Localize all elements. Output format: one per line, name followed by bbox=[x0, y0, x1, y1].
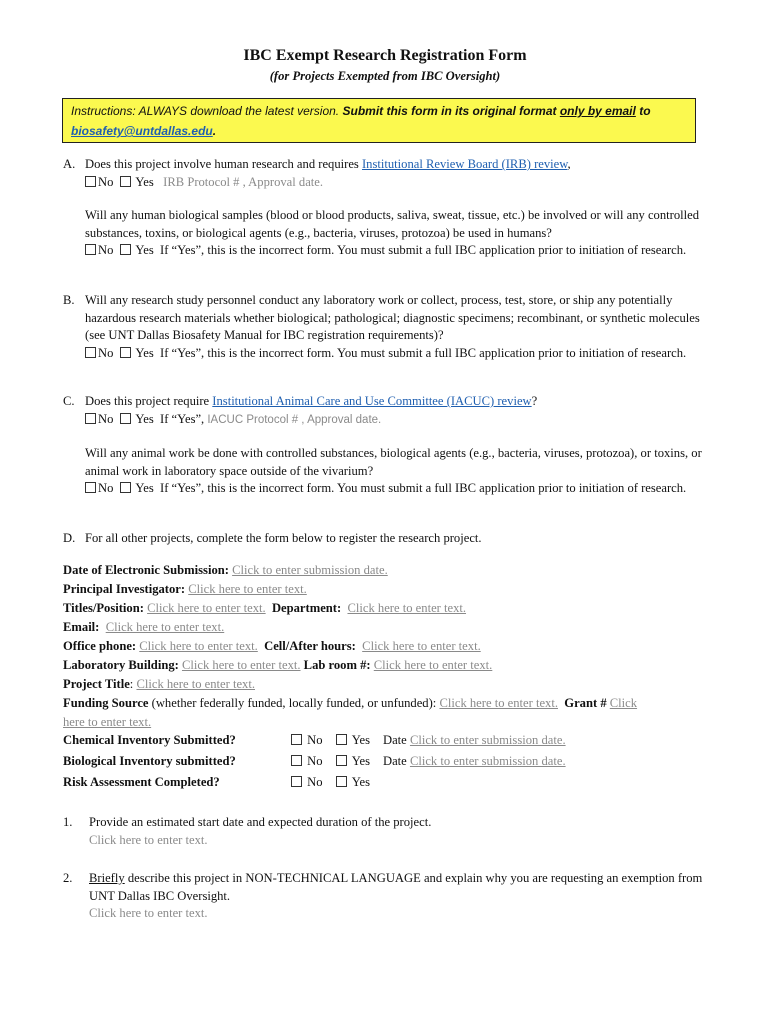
iacuc-protocol-field[interactable]: IACUC Protocol # , Approval date. bbox=[207, 413, 382, 426]
biological-date-field[interactable]: Click to enter submission date. bbox=[409, 754, 566, 768]
lab-room-field[interactable]: Click here to enter text. bbox=[373, 658, 493, 672]
section-d-text: For all other projects, complete the form below to register the research project. bbox=[85, 531, 482, 545]
section-c-label: C. bbox=[63, 394, 75, 408]
project-title-label: Project Title bbox=[63, 677, 130, 691]
biological-inventory-yes-checkbox[interactable] bbox=[336, 755, 347, 766]
section-b-answer: If “Yes”, this is the incorrect form. You must submit a full IBC application prior to initiation of research. bbox=[160, 345, 687, 360]
instructions-bold-2: to bbox=[635, 104, 651, 118]
chemical-date-label: Date bbox=[383, 733, 407, 747]
iacuc-no-checkbox[interactable] bbox=[85, 413, 96, 424]
title-position-field[interactable]: Click here to enter text. bbox=[147, 601, 266, 615]
section-d-label: D. bbox=[63, 531, 76, 545]
section-a-q1-post: , bbox=[567, 157, 571, 171]
section-c-q1-post: ? bbox=[531, 394, 538, 408]
question-2-briefly: Briefly bbox=[89, 871, 125, 885]
section-c-answer: If “Yes”, this is the incorrect form. You must submit a full IBC application prior to initiation of research. bbox=[160, 481, 687, 495]
iacuc-review-link[interactable]: Institutional Animal Care and Use Committee (IACUC) review bbox=[212, 394, 532, 408]
email-field[interactable]: Click here to enter text. bbox=[105, 620, 225, 634]
hazardous-yes-label: Yes bbox=[135, 345, 154, 360]
chemical-no-label: No bbox=[307, 733, 323, 747]
question-2-number: 2. bbox=[63, 871, 73, 885]
biological-inventory-no-checkbox[interactable] bbox=[291, 755, 302, 766]
hazardous-no-label: No bbox=[98, 345, 114, 360]
funding-source-note: (whether federally funded, locally funded, or unfunded): bbox=[148, 696, 440, 710]
biological-no-label: No bbox=[307, 754, 323, 768]
irb-yes-checkbox[interactable] bbox=[120, 176, 131, 187]
iacuc-yes-label: Yes bbox=[135, 411, 154, 426]
iacuc-yes-checkbox[interactable] bbox=[120, 413, 131, 424]
chemical-date-field[interactable]: Click to enter submission date. bbox=[409, 733, 566, 747]
department-label: Department: bbox=[271, 601, 342, 615]
hazardous-no-checkbox[interactable] bbox=[85, 347, 96, 358]
risk-no-label: No bbox=[307, 775, 323, 789]
instructions-prefix: Instructions: ALWAYS download the latest version. bbox=[71, 104, 343, 118]
project-title-colon: : bbox=[129, 677, 134, 691]
lab-room-label: Lab room #: bbox=[303, 658, 371, 672]
animal-work-no-label: No bbox=[98, 481, 114, 495]
email-label: Email: bbox=[63, 620, 100, 634]
grant-field-continued[interactable]: here to enter text. bbox=[63, 715, 152, 729]
risk-assessment-no-checkbox[interactable] bbox=[291, 776, 302, 787]
chemical-inventory-label: Chemical Inventory Submitted? bbox=[63, 733, 236, 747]
submission-date-label: Date of Electronic Submission: bbox=[63, 563, 229, 577]
pi-field[interactable]: Click here to enter text. bbox=[188, 582, 307, 596]
section-a-q2-answer: If “Yes”, this is the incorrect form. You must submit a full IBC application prior to initiation of research. bbox=[160, 243, 687, 257]
irb-yes-label: Yes bbox=[135, 174, 154, 189]
human-samples-no-label: No bbox=[98, 243, 114, 257]
section-c-q1-text: Does this project require bbox=[85, 394, 213, 408]
section-b-q1-text: Will any research study personnel conduct any laboratory work or collect, process, test, store, or ship any potentially hazardous research materials whether biological; pathological; diagnostic specimens; recombinant, or synthetic molecules (see UNT Dallas Biosafety Manual for IBC registration requirements)? bbox=[85, 293, 700, 342]
animal-work-yes-label: Yes bbox=[135, 481, 154, 495]
biological-inventory-label: Biological Inventory submitted? bbox=[63, 754, 236, 768]
section-a-label: A. bbox=[63, 157, 76, 171]
grant-label: Grant # bbox=[564, 696, 607, 710]
instructions-box bbox=[62, 98, 696, 143]
question-1 bbox=[63, 814, 713, 849]
human-samples-yes-label: Yes bbox=[135, 243, 154, 257]
question-2-text: describe this project in NON-TECHNICAL LANGUAGE and explain why you are requesting an exemption from UNT Dallas IBC Oversight. bbox=[89, 871, 703, 903]
lab-building-field[interactable]: Click here to enter text. bbox=[181, 658, 301, 672]
chemical-yes-label: Yes bbox=[351, 733, 371, 747]
irb-review-link[interactable]: Institutional Review Board (IRB) review bbox=[361, 157, 568, 171]
section-a-q2-text: Will any human biological samples (blood or blood products, saliva, sweat, tissue, etc.) be involved or will any controlled substances, toxins, or biological agents (e.g., bacteria, viruses, protozoa) be used in humans? bbox=[85, 208, 700, 240]
question-2-answer-field[interactable]: Click here to enter text. bbox=[89, 906, 208, 920]
title-position-label: Titles/Position: bbox=[63, 601, 144, 615]
irb-no-checkbox[interactable] bbox=[85, 176, 96, 187]
hazardous-yes-checkbox[interactable] bbox=[120, 347, 131, 358]
risk-yes-label: Yes bbox=[351, 775, 371, 789]
iacuc-no-label: No bbox=[98, 411, 114, 426]
instructions-bold-1: Submit this form in its original format bbox=[342, 104, 560, 118]
cell-label: Cell/After hours: bbox=[264, 639, 356, 653]
section-b bbox=[63, 292, 713, 362]
form-title: IBC Exempt Research Registration Form bbox=[243, 47, 527, 64]
risk-assessment-yes-checkbox[interactable] bbox=[336, 776, 347, 787]
project-title-field[interactable]: Click here to enter text. bbox=[136, 677, 255, 691]
question-1-answer-field[interactable]: Click here to enter text. bbox=[89, 832, 208, 847]
risk-assessment-label: Risk Assessment Completed? bbox=[63, 775, 220, 789]
human-samples-yes-checkbox[interactable] bbox=[120, 244, 131, 255]
department-field[interactable]: Click here to enter text. bbox=[347, 601, 467, 615]
funding-source-label: Funding Source bbox=[63, 696, 149, 710]
submission-date-field[interactable]: Click to enter submission date. bbox=[232, 563, 388, 577]
section-b-label: B. bbox=[63, 293, 75, 307]
grant-field[interactable]: Click bbox=[609, 696, 638, 710]
instructions-end: . bbox=[212, 124, 217, 138]
office-phone-field[interactable]: Click here to enter text. bbox=[139, 639, 258, 653]
section-d bbox=[63, 530, 713, 548]
question-1-text: Provide an estimated start date and expected duration of the project. bbox=[89, 815, 432, 829]
funding-source-field[interactable]: Click here to enter text. bbox=[439, 696, 558, 710]
chemical-inventory-yes-checkbox[interactable] bbox=[336, 734, 347, 745]
iacuc-yes-prefix: If “Yes”, bbox=[160, 411, 208, 426]
question-2 bbox=[63, 870, 713, 923]
animal-work-yes-checkbox[interactable] bbox=[120, 482, 131, 493]
section-a bbox=[63, 156, 713, 260]
biological-yes-label: Yes bbox=[351, 754, 371, 768]
pi-label: Principal Investigator: bbox=[63, 582, 186, 596]
form-subtitle: (for Projects Exempted from IBC Oversight) bbox=[269, 69, 501, 83]
biosafety-email-link[interactable]: biosafety@untdallas.edu bbox=[71, 124, 213, 138]
cell-field[interactable]: Click here to enter text. bbox=[362, 639, 481, 653]
irb-no-label: No bbox=[98, 174, 114, 189]
section-c-q2-text: Will any animal work be done with controlled substances, biological agents (e.g., bacteria, viruses, protozoa), or toxins, or animal work in laboratory space outside of the vivarium? bbox=[85, 446, 702, 478]
registration-fields bbox=[63, 561, 713, 732]
animal-work-no-checkbox[interactable] bbox=[85, 482, 96, 493]
section-a-q1-text: Does this project involve human research and requires bbox=[85, 157, 362, 171]
office-phone-label: Office phone: bbox=[63, 639, 137, 653]
chemical-inventory-no-checkbox[interactable] bbox=[291, 734, 302, 745]
question-1-number: 1. bbox=[63, 815, 73, 829]
biological-date-label: Date bbox=[383, 754, 407, 768]
lab-building-label: Laboratory Building: bbox=[63, 658, 179, 672]
section-c bbox=[63, 393, 713, 498]
human-samples-no-checkbox[interactable] bbox=[85, 244, 96, 255]
instructions-only-by-email: only by email bbox=[559, 104, 636, 118]
irb-protocol-field[interactable]: IRB Protocol # , Approval date. bbox=[163, 174, 324, 189]
